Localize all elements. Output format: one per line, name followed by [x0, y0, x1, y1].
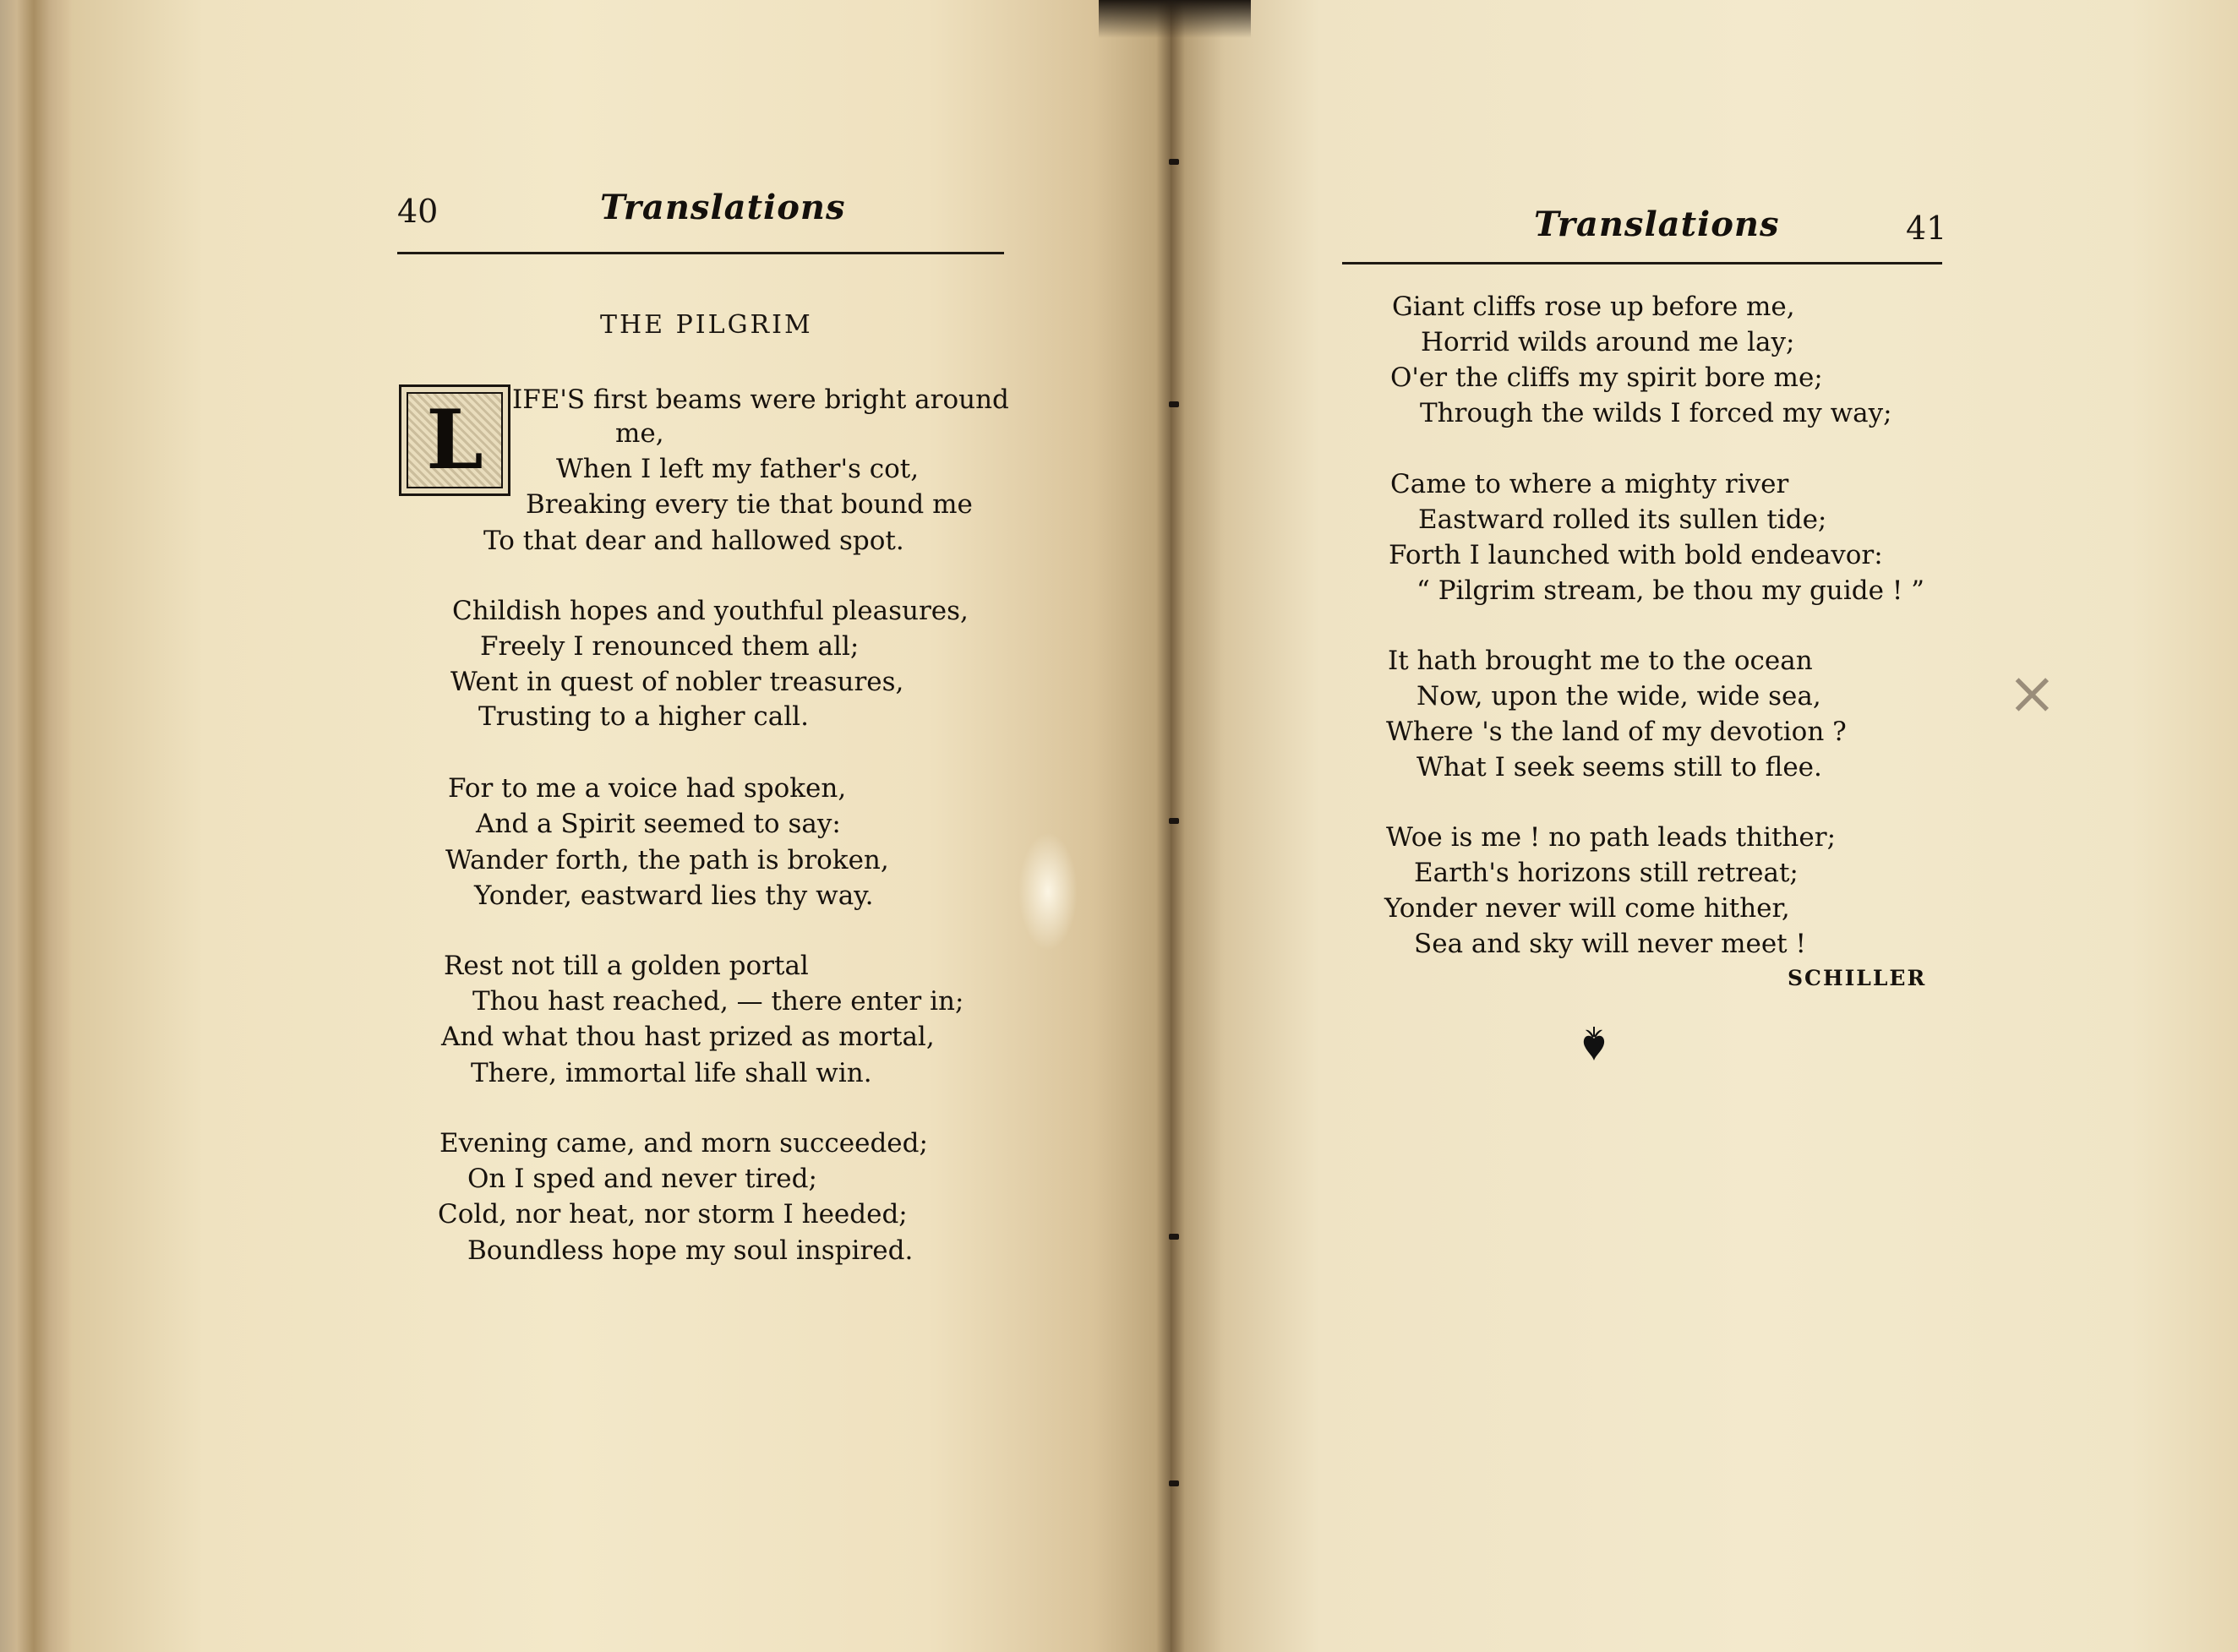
drop-cap-letter: L	[426, 392, 483, 488]
poem-line: Boundless hope my soul inspired.	[467, 1235, 914, 1266]
poem-line: Through the wilds I forced my way;	[1420, 398, 1892, 428]
poem-line: For to me a voice had spoken,	[448, 773, 847, 804]
poem-line: Cold, nor heat, nor storm I heeded;	[438, 1199, 908, 1229]
poem-line: Yonder never will come hither,	[1384, 893, 1790, 924]
poem-line: Eastward rolled its sullen tide;	[1418, 504, 1827, 535]
page-number-left: 40	[397, 193, 439, 230]
poem-line: There, immortal life shall win.	[471, 1058, 872, 1088]
poem-line: Wander forth, the path is broken,	[445, 845, 889, 875]
running-head-left: Translations	[600, 188, 846, 227]
poem-line: Earth's horizons still retreat;	[1414, 858, 1799, 888]
page-number-right: 41	[1906, 210, 1947, 247]
poem-line: And what thou hast prized as mortal,	[441, 1022, 935, 1052]
header-rule-left	[397, 252, 1004, 254]
binding-stitch	[1169, 1234, 1179, 1240]
binding-stitch	[1169, 818, 1179, 824]
gutter-shadow	[1099, 0, 1251, 38]
poem-line: It hath brought me to the ocean	[1388, 646, 1813, 676]
book-gutter	[1156, 0, 1185, 1652]
poem-line: O'er the cliffs my spirit bore me;	[1390, 363, 1823, 393]
poem-line: Sea and sky will never meet !	[1414, 929, 1806, 959]
poem-line: Thou hast reached, — there enter in;	[472, 986, 964, 1017]
poem-title: THE PILGRIM	[600, 310, 813, 340]
poem-line: Woe is me ! no path leads thither;	[1386, 822, 1837, 853]
attribution: SCHILLER	[1788, 966, 1927, 990]
poem-line: What I seek seems still to flee.	[1416, 752, 1822, 782]
fleuron-icon	[1580, 1027, 1608, 1062]
poem-line: me,	[615, 418, 664, 449]
poem-line: Rest not till a golden portal	[444, 951, 809, 981]
page-edges	[0, 0, 80, 1652]
poem-line: Childish hopes and youthful pleasures,	[452, 596, 969, 626]
poem-line: “ Pilgrim stream, be thou my guide ! ”	[1416, 575, 1924, 606]
paper-stain	[1018, 832, 1078, 951]
poem-line: Freely I renounced them all;	[480, 631, 860, 662]
poem-line: Came to where a mighty river	[1390, 469, 1789, 499]
header-rule-right	[1342, 262, 1942, 264]
pencil-mark: ×	[2007, 658, 2057, 728]
binding-stitch	[1169, 401, 1179, 407]
poem-line: IFE'S first beams were bright around	[512, 384, 1009, 415]
poem-line: Went in quest of nobler treasures,	[450, 667, 904, 697]
poem-line: When I left my father's cot,	[556, 454, 920, 484]
binding-stitch	[1169, 159, 1179, 165]
running-head-right: Translations	[1534, 204, 1780, 244]
poem-line: Horrid wilds around me lay;	[1421, 327, 1795, 357]
poem-line: And a Spirit seemed to say:	[476, 809, 841, 839]
poem-line: Where 's the land of my devotion ?	[1386, 717, 1847, 747]
binding-stitch	[1169, 1480, 1179, 1486]
poem-line: Trusting to a higher call.	[478, 701, 809, 732]
poem-line: Giant cliffs rose up before me,	[1392, 292, 1795, 322]
poem-line: Yonder, eastward lies thy way.	[474, 881, 874, 911]
poem-line: To that dear and hallowed spot.	[483, 526, 904, 556]
poem-line: Now, upon the wide, wide sea,	[1416, 681, 1821, 712]
drop-cap-ornament	[399, 384, 510, 496]
poem-line: Forth I launched with bold endeavor:	[1389, 540, 1883, 570]
poem-line: Breaking every tie that bound me	[526, 489, 973, 520]
poem-line: Evening came, and morn succeeded;	[439, 1128, 928, 1159]
poem-line: On I sped and never tired;	[467, 1164, 817, 1194]
